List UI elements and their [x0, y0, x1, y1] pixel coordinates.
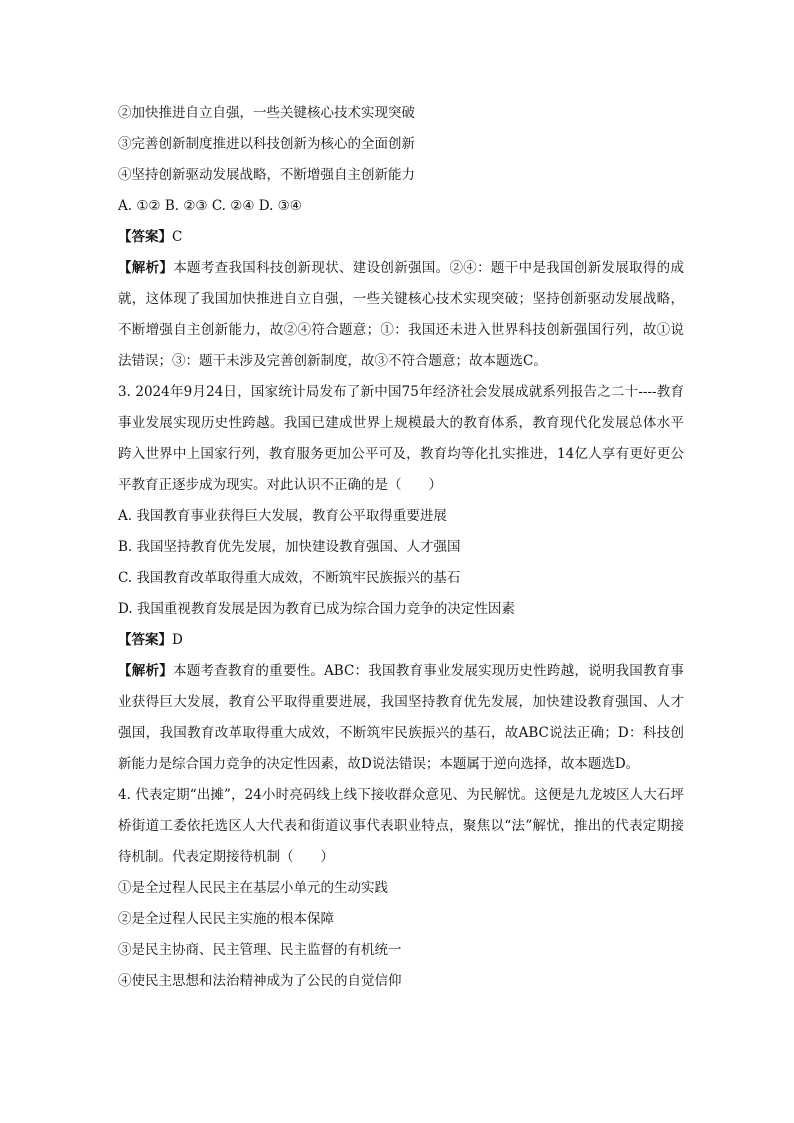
q2-answer [118, 222, 684, 253]
q2-option-2: ②加快推进自立自强，一些关键核心技术实现突破 [118, 105, 415, 121]
q4-option-1: ①是全过程人民民主在基层小单元的生动实践 [118, 880, 388, 896]
q3-answer [118, 625, 684, 656]
q4-option-4: ④使民主思想和法治精神成为了公民的自觉信仰 [118, 973, 402, 989]
q3-analysis-label: 【解析】 [118, 663, 173, 679]
q4-stem: 4. 代表定期“出摊”，24小时亮码线上线下接收群众意见、为民解忧。这便是九龙坡区人大石坪桥街道工委依托选区人大代表和街道议事代表职业特点，聚焦以“法”解忧，推出的代表定期接待机制。代表定期接待机制（ ） [118, 787, 684, 865]
q3-option-c: C. 我国教育改革取得重大成效，不断筑牢民族振兴的基石 [118, 570, 461, 586]
q3-analysis [118, 656, 684, 780]
q2-analysis-label: 【解析】 [118, 260, 174, 276]
q4-option-2: ②是全过程人民民主实施的根本保障 [118, 911, 334, 927]
q2-choices: A. ①② B. ②③ C. ②④ D. ③④ [118, 198, 302, 214]
q2-answer-value: C [172, 229, 183, 245]
document-page [118, 98, 684, 997]
q2-analysis [118, 253, 684, 377]
q3-analysis-text: 本题考查教育的重要性。ABC：我国教育事业发展实现历史性跨越，说明我国教育事业获得巨大发展，教育公平取得重要进展，我国坚持教育优先发展，加快建设教育强国、人才强国，我国教育改革取得重大成效，不断筑牢民族振兴的基石，故ABC说法正确；D：科技创新能力是综合国力竞争的决定性因素，故D说法错误；本题属于逆向选择，故本题选D。 [118, 663, 685, 772]
q2-analysis-text: 本题考查我国科技创新现状、建设创新强国。②④：题干中是我国创新发展取得的成就，这体现了我国加快推进自立自强，一些关键核心技术实现突破；坚持创新驱动发展战略，不断增强自主创新能力，故②④符合题意；①：我国还未进入世界科技创新强国行列，故①说法错误；③：题干未涉及完善创新制度，故③不符合题意；故本题选C。 [118, 260, 684, 369]
q4-option-3: ③是民主协商、民主管理、民主监督的有机统一 [118, 942, 402, 958]
q3-answer-label: 【答案】 [118, 632, 172, 648]
q3-stem: 3. 2024年9月24日，国家统计局发布了新中国75年经济社会发展成就系列报告之二十----教育事业发展实现历史性跨越。我国已建成世界上规模最大的教育体系，教育现代化发展总体水平跨入世界中上国家行列，教育服务更加公平可及，教育均等化扎实推进，14亿人享有更好更公平教育正逐步成为现实。对此认识不正确的是（ ） [118, 384, 684, 493]
q2-answer-label: 【答案】 [118, 229, 172, 245]
q2-option-4: ④坚持创新驱动发展战略，不断增强自主创新能力 [118, 167, 415, 183]
q3-option-d: D. 我国重视教育发展是因为教育已成为综合国力竞争的决定性因素 [118, 601, 515, 617]
q3-option-a: A. 我国教育事业获得巨大发展，教育公平取得重要进展 [118, 508, 447, 524]
q3-answer-value: D [172, 632, 183, 648]
q3-option-b: B. 我国坚持教育优先发展，加快建设教育强国、人才强国 [118, 539, 461, 555]
q2-option-3: ③完善创新制度推进以科技创新为核心的全面创新 [118, 136, 415, 152]
